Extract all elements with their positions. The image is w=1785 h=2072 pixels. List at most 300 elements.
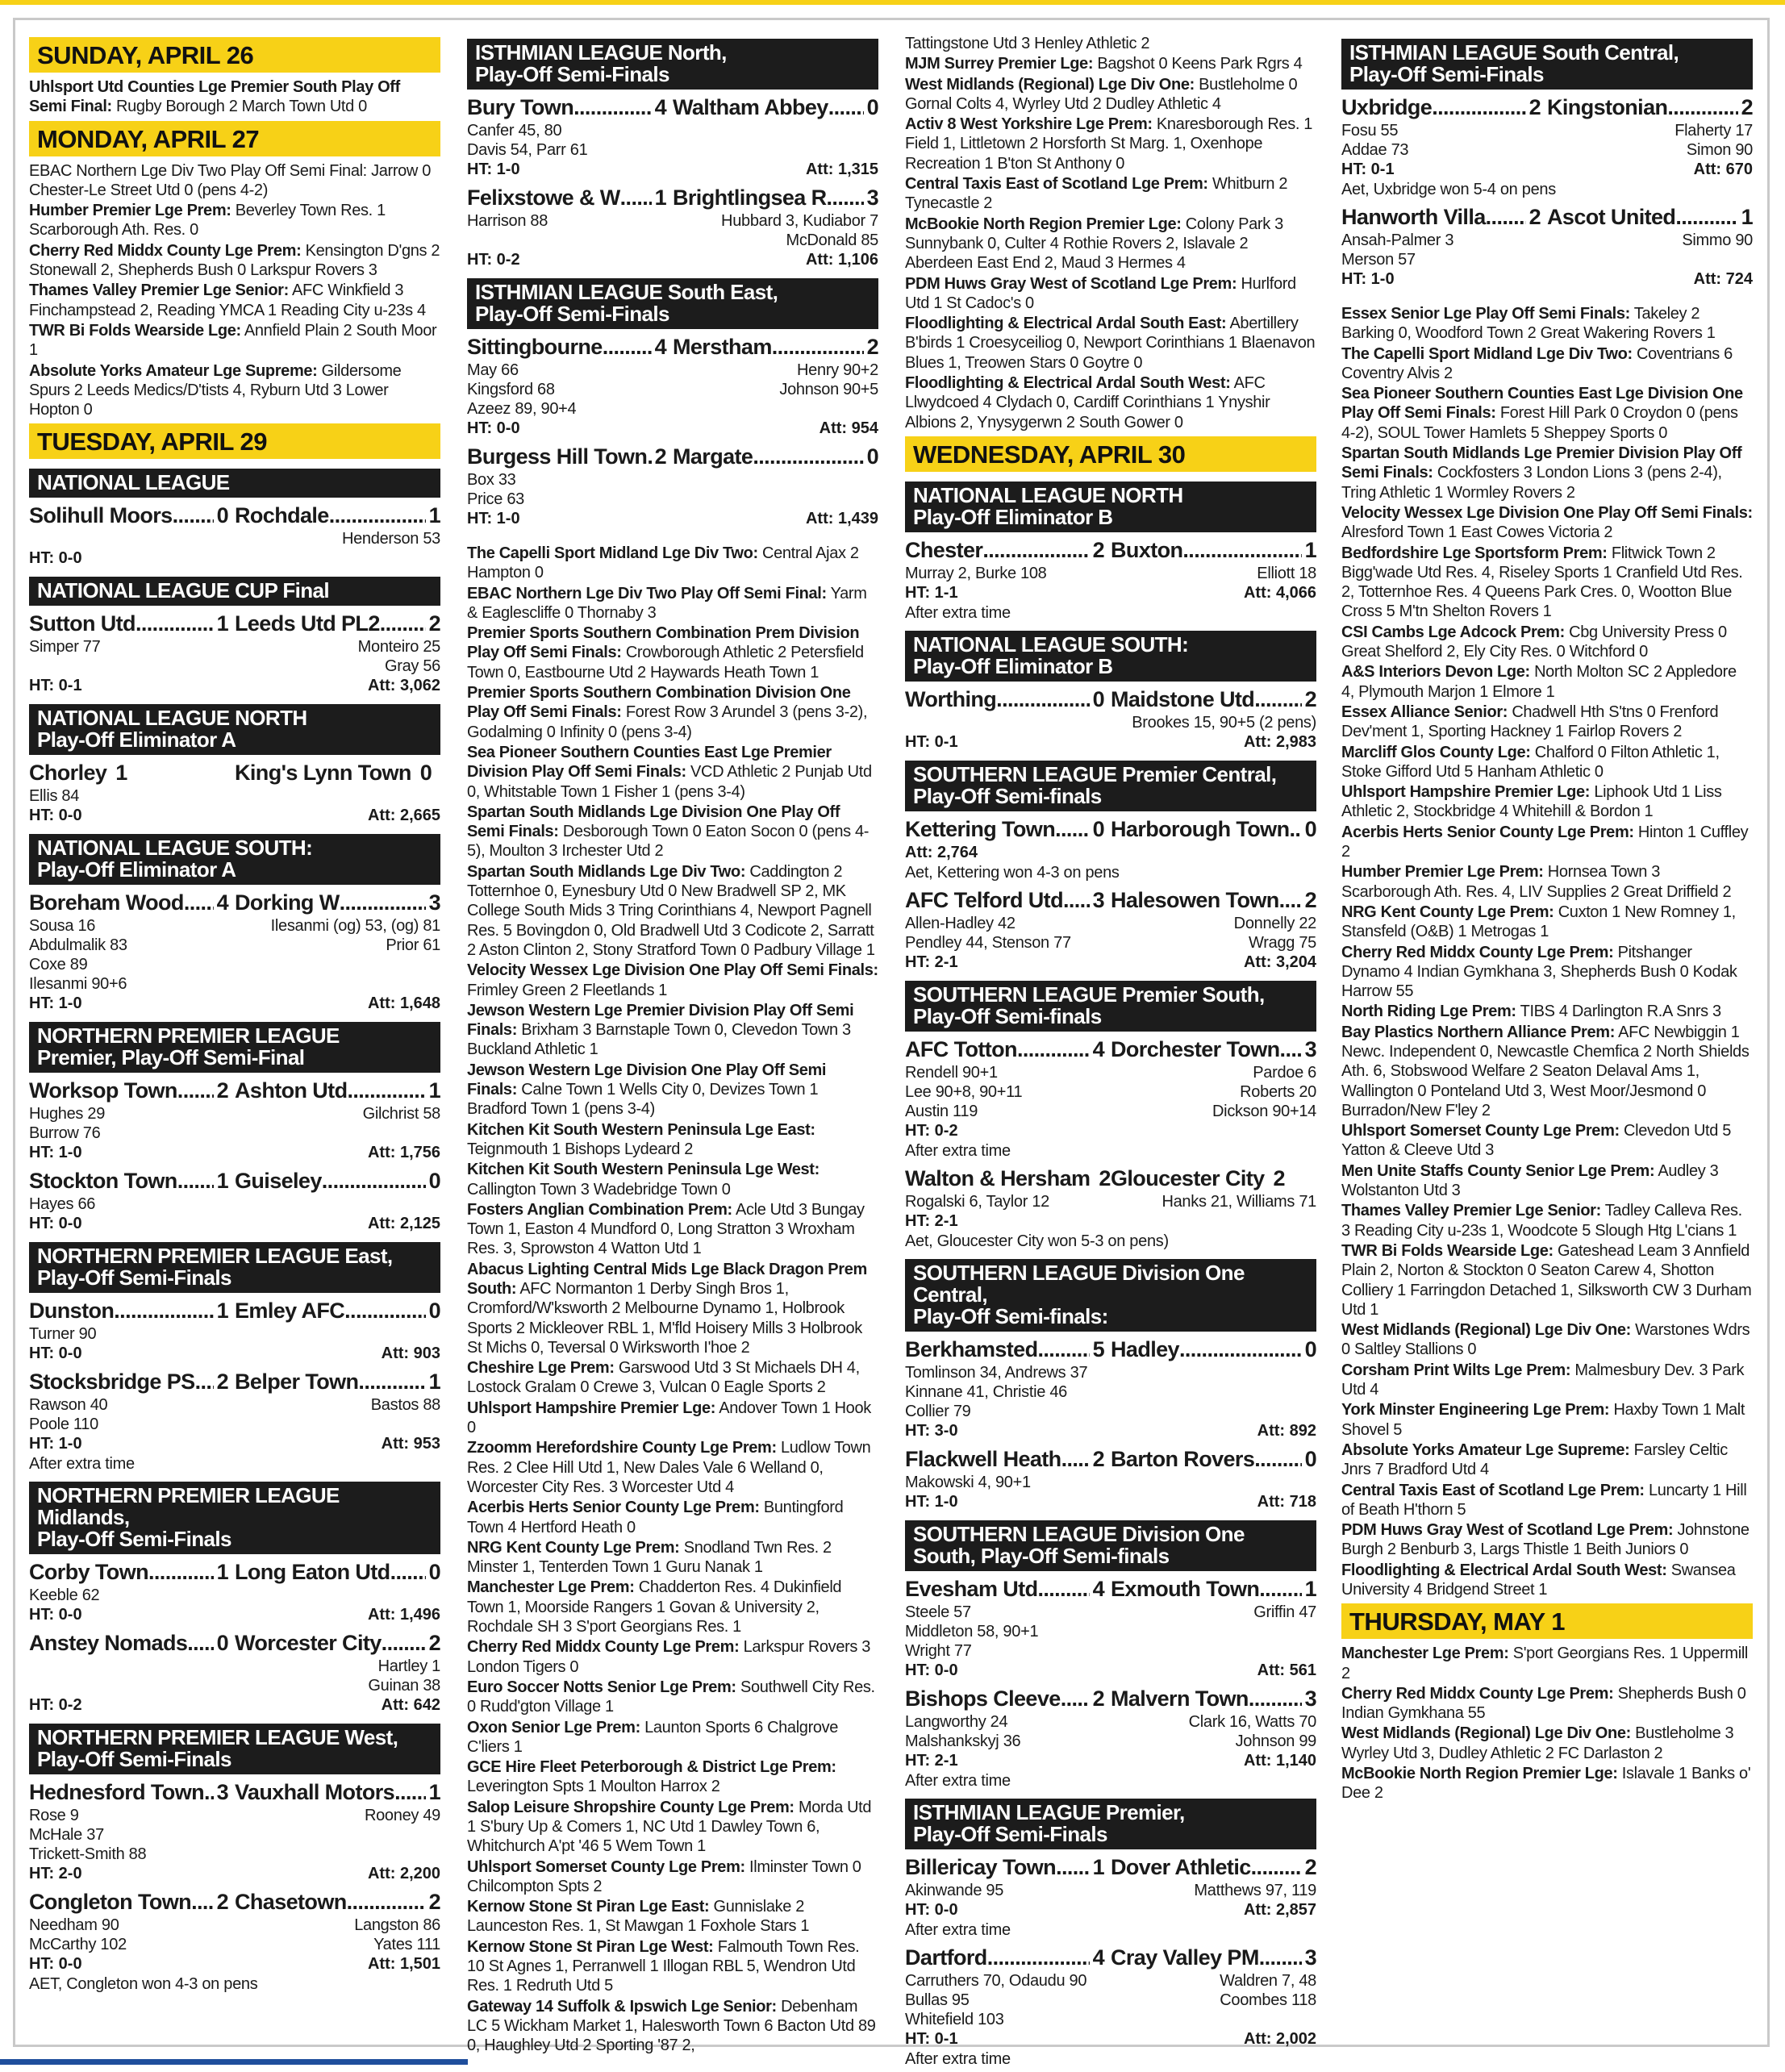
results-paragraph (467, 1061, 878, 1119)
home-team-score: 0 (216, 503, 228, 528)
match-note: After extra time (905, 1920, 1011, 1939)
dot-leader (1675, 204, 1737, 231)
away-team-name: Waltham Abbey (673, 95, 828, 119)
match-stats (29, 1954, 440, 1974)
results-text: Acle Utd 3 Bungay Town 1, Easton 4 Mundford 0, Long Stratton 3 Wroxham Res. 3, Sprowston 4 Watton Utd 1 (467, 1200, 865, 1258)
competition-heading (905, 1259, 1316, 1332)
match-note: After extra time (905, 1141, 1011, 1160)
dot-leader (996, 686, 1089, 713)
dot-leader (1182, 537, 1301, 564)
away-team-side (1547, 94, 1753, 121)
dot-leader (382, 1630, 426, 1657)
scorers-row (467, 490, 878, 509)
scorers-row (467, 121, 878, 140)
scorers-row (905, 1063, 1316, 1082)
home-team-side (905, 686, 1111, 713)
results-text: S'port Georgians Res. 1 Uppermill 2 (1341, 1645, 1749, 1682)
away-scorers: Flaherty 17 (1674, 122, 1753, 140)
results-paragraph (1341, 1002, 1753, 1021)
home-team-side (1341, 94, 1547, 121)
home-team-side (29, 611, 235, 637)
scorers-row (29, 916, 440, 936)
match-result (905, 816, 1316, 882)
results-paragraph (905, 115, 1316, 173)
away-team-side (1111, 686, 1316, 713)
scorers-row (905, 1881, 1316, 1900)
home-team-score: 1 (216, 1299, 228, 1324)
results-paragraph (467, 1498, 878, 1537)
scorers-row (1341, 121, 1753, 140)
home-team-side (29, 1168, 235, 1194)
away-team-side (1111, 1686, 1316, 1712)
match-note: After extra time (905, 2049, 1011, 2068)
away-scorers: Yates 111 (373, 1936, 440, 1954)
away-scorers: Johnson 90+5 (779, 381, 878, 398)
away-team-name: Barton Rovers (1111, 1446, 1255, 1471)
league-name: Essex Alliance Senior: (1341, 702, 1508, 721)
results-text: Calne Town 1 Wells City 0, Devizes Town 1 Bradford Town 1 (pens 3-4) (467, 1081, 819, 1119)
match-result (29, 502, 440, 569)
competition-heading-line: Play-Off Eliminator A (37, 857, 236, 882)
scorers-row (905, 1712, 1316, 1732)
results-paragraph (29, 361, 440, 420)
league-name: Bay Plastics Northern Alliance Prem: (1341, 1023, 1616, 1041)
match-result (467, 334, 878, 439)
league-name: Central Taxis East of Scotland Lge Prem: (905, 175, 1208, 194)
results-paragraph (29, 161, 440, 201)
league-name: MJM Surrey Premier Lge: (905, 55, 1094, 73)
scorers-row (905, 1382, 1316, 1402)
results-paragraph (1341, 1561, 1753, 1600)
results-paragraph (1341, 782, 1753, 822)
scorers-row (29, 936, 440, 955)
results-paragraph (29, 281, 440, 320)
league-name: Jewson Western Lge Division One Play Off Semi Finals: (467, 1061, 827, 1099)
match-result (905, 1336, 1316, 1441)
league-name: Salop Leisure Shropshire County Lge Prem: (467, 1798, 794, 1816)
home-team-name: Stockton Town (29, 1169, 177, 1194)
match-stats (905, 1492, 1316, 1512)
half-time-score: HT: 0-0 (29, 807, 82, 825)
match-result (29, 1630, 440, 1716)
league-name: Acerbis Herts Senior County Lge Prem: (1341, 823, 1634, 841)
scorers-row (29, 1104, 440, 1124)
results-text: Warstones Wdrs 0 Saltley Stallions 0 (1341, 1321, 1750, 1359)
home-scorers: Steele 57 (905, 1603, 971, 1621)
scorers-row (467, 380, 878, 399)
home-team-side (905, 1165, 1111, 1192)
away-team-name: Cray Valley PM (1111, 1945, 1259, 1970)
match-result (29, 1298, 440, 1364)
home-team-name: Burgess Hill Town (467, 444, 648, 469)
match-teams (467, 185, 878, 211)
competition-heading (905, 1799, 1316, 1849)
dot-leader (380, 611, 426, 637)
results-paragraph (467, 961, 878, 1000)
match-stats (905, 1751, 1316, 1771)
away-team-side (1111, 816, 1316, 843)
attendance: Att: 954 (819, 419, 878, 437)
home-scorers: Kinnane 41, Christie 46 (905, 1382, 1068, 1401)
half-time-score: HT: 3-0 (905, 1421, 958, 1440)
match-result (1341, 94, 1753, 199)
results-text: Cockfosters 3 London Lions 3 (pens 2-4), Tring Athletic 1 Wormley Rovers 2 (1341, 464, 1722, 502)
away-team-name: Dorking W (235, 890, 340, 915)
home-team-side (29, 1630, 235, 1657)
scorers-row (905, 1622, 1316, 1641)
dot-leader (187, 1630, 213, 1657)
away-team-score: 3 (428, 890, 440, 915)
results-paragraph (1341, 662, 1753, 702)
home-team-score: 2 (1092, 1686, 1104, 1711)
scorers-row (29, 1806, 440, 1825)
match-teams (905, 1945, 1316, 1971)
match-teams (29, 1369, 440, 1395)
match-teams (467, 334, 878, 361)
results-paragraph (905, 274, 1316, 314)
scorers-row (905, 1082, 1316, 1102)
results-text: Clevedon Utd 5 Yatton & Cleeve Utd 3 (1341, 1122, 1731, 1160)
away-team-score: 2 (428, 1631, 440, 1656)
home-team-side (905, 887, 1111, 914)
home-team-side (29, 890, 235, 916)
home-team-name: Sutton Utd (29, 611, 136, 636)
results-paragraph (467, 683, 878, 742)
scorers-row (467, 231, 878, 250)
league-name: Jewson Western Lge Premier Division Play Off Semi Finals: (467, 1001, 854, 1040)
away-team-score: 3 (1304, 1036, 1316, 1061)
scorers-row (29, 1676, 440, 1695)
away-team-side (235, 1369, 440, 1395)
home-team-name: Hanworth Villa (1341, 205, 1486, 229)
attendance: Att: 2,200 (367, 1865, 440, 1883)
half-time-score: HT: 0-0 (29, 549, 82, 568)
attendance: Att: 1,140 (1243, 1751, 1316, 1770)
home-scorers: Canfer 45, 80 (467, 122, 562, 140)
attendance: Att: 1,439 (805, 510, 878, 527)
scorers-row (905, 2010, 1316, 2029)
home-scorers: Ansah-Palmer 3 (1341, 231, 1454, 249)
match-note: AET, Congleton won 4-3 on pens (29, 1975, 258, 1994)
home-team-score: 2 (654, 444, 666, 469)
results-paragraph (905, 215, 1316, 273)
match-teams (29, 1889, 440, 1916)
league-name: Floodlighting & Electrical Ardal South West: (905, 374, 1231, 393)
away-team-name: King's Lynn Town (235, 761, 411, 786)
away-team-score: 1 (1741, 205, 1753, 229)
results-paragraph (1341, 304, 1753, 344)
results-text: Desborough Town 0 Eaton Socon 0 (pens 4-5), Moulton 3 Irchester Utd 2 (467, 823, 870, 861)
away-team-score: 0 (866, 95, 878, 119)
away-team-name: Hadley (1111, 1336, 1179, 1361)
spacer (106, 760, 112, 786)
home-scorers: Malshankskyj 36 (905, 1732, 1021, 1750)
league-name: Activ 8 West Yorkshire Lge Prem: (905, 115, 1153, 134)
half-time-score: HT: 0-0 (467, 419, 520, 437)
away-team-side (235, 890, 440, 916)
competition-heading-line: NORTHERN PREMIER LEAGUE West, (37, 1725, 398, 1750)
dot-leader (1251, 1854, 1302, 1881)
home-scorers: May 66 (467, 361, 519, 379)
home-team-score: 1 (654, 186, 666, 210)
half-time-score: HT: 2-1 (905, 1751, 958, 1770)
home-team-score: 0 (1092, 816, 1104, 841)
away-scorers: Prior 61 (386, 936, 440, 955)
results-paragraph (1341, 1440, 1753, 1480)
results-paragraph (29, 77, 440, 117)
home-team-score: 1 (216, 611, 228, 636)
home-scorers: Whitefield 103 (905, 2010, 1004, 2028)
results-text: Takeley 2 Barking 0, Woodford Town 2 Great Wakering Rovers 1 (1341, 305, 1716, 343)
scorers-row (29, 1935, 440, 1954)
home-scorers: Ilesanmi 90+6 (29, 975, 127, 994)
dot-leader (828, 94, 864, 121)
results-text: Larkspur Rovers 3 London Tigers 0 (467, 1638, 871, 1676)
away-team-score: 1 (428, 1780, 440, 1805)
match-note: After extra time (905, 1771, 1011, 1790)
match-stats (29, 548, 440, 569)
away-team-score: 0 (866, 444, 878, 469)
competition-heading-line: Play-Off Semi-Finals (37, 1527, 231, 1552)
match-result (905, 537, 1316, 623)
away-team-score: 2 (1304, 887, 1316, 912)
scorers-row (467, 470, 878, 490)
results-text: VCD Athletic 2 Punjab Utd 0, Whitstable Town 1 Fisher 1 (pens 3-4) (467, 763, 872, 801)
half-time-score: HT: 0-0 (905, 1900, 958, 1919)
league-name: West Midlands (Regional) Lge Div One: (905, 75, 1195, 94)
competition-heading (29, 577, 440, 606)
competition-heading-line: SOUTHERN LEAGUE Premier South, (913, 982, 1265, 1007)
competition-heading (905, 631, 1316, 682)
away-team-score: 3 (1304, 1686, 1316, 1711)
match-result (467, 94, 878, 180)
attendance: Att: 1,496 (367, 1606, 440, 1624)
match-teams (29, 890, 440, 916)
half-time-score: HT: 0-0 (29, 1606, 82, 1624)
away-team-side (235, 611, 440, 637)
attendance: Att: 2,002 (1243, 2029, 1316, 2048)
away-team-name: Dorchester Town (1111, 1036, 1280, 1061)
competition-heading-line: Play-Off Semi-Finals (37, 1265, 231, 1290)
competition-heading-line: Play-Off Eliminator B (913, 504, 1113, 529)
half-time-score: Att: 2,764 (905, 843, 978, 861)
dot-leader (1017, 1036, 1090, 1063)
results-text: Malmesbury Dev. 3 Park Utd 4 (1341, 1361, 1745, 1399)
away-team-name: Leeds Utd PL2 (235, 611, 380, 636)
results-paragraph (467, 1857, 878, 1897)
away-scorers: Gilchrist 58 (362, 1105, 440, 1124)
results-paragraph (1341, 1764, 1753, 1803)
results-paragraph (1341, 1023, 1753, 1120)
competition-heading-line: Play-Off Semi-Finals (1349, 62, 1544, 86)
results-paragraph (467, 1678, 878, 1717)
home-scorers: Hayes 66 (29, 1195, 96, 1214)
results-paragraph (467, 862, 878, 960)
results-text: North Molton SC 2 Appledore 4, Plymouth Marjon 1 Elmore 1 (1341, 663, 1737, 701)
away-team-name: Merstham (673, 335, 772, 359)
spacer (1265, 1165, 1270, 1192)
results-text: EBAC Northern Lge Div Two Play Off Semi Final: Jarrow 0 Chester-Le Street Utd 0 (pens 4-2) (29, 161, 431, 199)
league-name: Cherry Red Middx County Lge Prem: (1341, 1684, 1614, 1703)
results-column-4 (1341, 34, 1753, 1804)
home-scorers: Austin 119 (905, 1102, 978, 1120)
half-time-score: HT: 2-1 (905, 1211, 958, 1230)
match-teams (905, 1686, 1316, 1712)
match-teams (1341, 204, 1753, 231)
league-name: Essex Senior Lge Play Off Semi Finals: (1341, 305, 1630, 323)
match-teams (29, 1298, 440, 1324)
home-team-name: Stocksbridge PS (29, 1370, 195, 1395)
away-team-side (1111, 887, 1316, 914)
home-team-name: Berkhamsted (905, 1336, 1038, 1361)
away-team-score: 0 (428, 1560, 440, 1585)
match-teams (29, 1078, 440, 1104)
league-name: TWR Bi Folds Wearside Lge: (1341, 1241, 1554, 1260)
home-team-name: Hednesford Town (29, 1780, 204, 1805)
dot-leader (1259, 1576, 1301, 1603)
home-team-score: 2 (216, 1078, 228, 1103)
results-text: Coventrians 6 Coventry Alvis 2 (1341, 344, 1733, 382)
results-text: Leverington Spts 1 Moulton Harrox 2 (467, 1778, 720, 1796)
home-team-side (905, 537, 1111, 564)
competition-heading (29, 1482, 440, 1554)
home-scorers: Collier 79 (905, 1402, 971, 1420)
match-note: After extra time (905, 603, 1011, 622)
results-text: Hornsea Town 3 Scarborough Ath. Res. 4, LIV Supplies 2 Great Driffield 2 (1341, 863, 1732, 901)
league-name: GCE Hire Fleet Peterborough & District Lge Prem: (467, 1758, 836, 1777)
competition-heading-line: Play-Off Eliminator A (37, 727, 236, 753)
home-team-side (29, 1559, 235, 1586)
away-team-name: Maidstone Utd (1111, 686, 1255, 711)
match-teams (905, 537, 1316, 564)
competition-heading (29, 1724, 440, 1774)
half-time-score: HT: 0-1 (905, 2029, 958, 2048)
away-team-name: Chasetown (235, 1890, 347, 1915)
scorers-row (905, 1732, 1316, 1751)
match-teams (905, 686, 1316, 713)
half-time-score: HT: 1-0 (29, 1144, 82, 1162)
dot-leader (1249, 1686, 1302, 1712)
bottom-accent-bar (0, 2059, 468, 2065)
home-team-name: Dunston (29, 1299, 115, 1324)
half-time-score: HT: 0-0 (29, 1955, 82, 1974)
away-team-score: 2 (866, 335, 878, 359)
match-stats (905, 1121, 1316, 1141)
league-name: EBAC Northern Lge Div Two Play Off Semi Final: (467, 584, 827, 602)
home-team-score: 2 (216, 1370, 228, 1395)
results-paragraph (905, 34, 1316, 53)
day-heading: MONDAY, APRIL 27 (29, 121, 440, 156)
results-paragraph (29, 241, 440, 281)
results-text: Buntingford Town 4 Hertford Heath 0 (467, 1499, 844, 1536)
home-team-name: Bishops Cleeve (905, 1686, 1061, 1711)
match-result (905, 887, 1316, 973)
attendance: Att: 718 (1257, 1492, 1316, 1511)
match-teams (905, 1854, 1316, 1881)
results-text: AFC Winkfield 3 Finchampstead 2, Reading YMCA 1 Reading City u-23s 4 (29, 281, 426, 319)
half-time-score: HT: 0-2 (905, 1121, 958, 1140)
competition-heading (1341, 39, 1753, 90)
league-name: Fosters Anglian Combination Prem: (467, 1200, 732, 1219)
match-teams (905, 816, 1316, 843)
results-paragraph (1341, 1241, 1753, 1319)
match-result (905, 686, 1316, 753)
home-team-name: Flackwell Heath (905, 1446, 1061, 1471)
home-team-side (467, 185, 673, 211)
half-time-score: HT: 0-2 (29, 1696, 82, 1715)
league-name: Velocity Wessex Lge Division One Play Off Semi Finals: (1341, 503, 1753, 522)
home-team-score: 1 (1092, 1854, 1104, 1879)
match-stats (29, 1695, 440, 1716)
away-team-side (235, 1168, 440, 1194)
competition-heading-line: NORTHERN PREMIER LEAGUE Midlands, (37, 1483, 340, 1530)
scorers-row (29, 786, 440, 806)
results-paragraph (905, 314, 1316, 373)
results-text: Hurlford Utd 1 St Cadoc's 0 (905, 274, 1296, 312)
home-team-name: Dartford (905, 1945, 987, 1970)
half-time-score: HT: 2-0 (29, 1865, 82, 1883)
home-team-side (905, 1036, 1111, 1063)
results-text: Islavale 1 Banks o' Dee 2 (1341, 1765, 1751, 1803)
away-scorers: Coombes 118 (1220, 1991, 1316, 2009)
competition-heading-line: NATIONAL LEAGUE (37, 470, 230, 495)
home-scorers: Wright 77 (905, 1641, 972, 1660)
league-name: Velocity Wessex Lge Division One Play Off Semi Finals: (467, 961, 878, 980)
half-time-score: HT: 0-0 (29, 1345, 82, 1363)
league-name: Kernow Stone St Piran Lge West: (467, 1937, 714, 1956)
dot-leader (1061, 1446, 1090, 1473)
home-team-side (467, 444, 673, 470)
home-scorers: Box 33 (467, 471, 516, 489)
home-team-side (467, 334, 673, 361)
home-scorers: Needham 90 (29, 1916, 119, 1935)
results-text: Bustleholme 0 Gornal Colts 4, Wyrley Utd 2 Dudley Athletic 4 (905, 75, 1298, 113)
results-paragraph (467, 1718, 878, 1757)
scorers-row (29, 1415, 440, 1434)
results-paragraph (1341, 1520, 1753, 1560)
match-teams (29, 1630, 440, 1657)
league-name: Manchester Lge Prem: (467, 1578, 635, 1597)
results-text: Kensington D'gns 2 Stonewall 2, Shepherds Bush 0 Larkspur Rovers 3 (29, 241, 440, 280)
league-name: Uhlsport Hampshire Premier Lge: (1341, 783, 1591, 802)
match-stats (29, 1434, 440, 1454)
away-team-side (673, 444, 878, 470)
league-name: Cheshire Lge Prem: (467, 1359, 615, 1378)
league-name: CSI Cambs Lge Adcock Prem: (1341, 623, 1565, 641)
dot-leader (177, 1078, 214, 1104)
league-name: Absolute Yorks Amateur Lge Supreme: (29, 361, 318, 380)
attendance: Att: 4,066 (1243, 583, 1316, 602)
match-result (29, 760, 440, 826)
away-scorers: Bastos 88 (370, 1396, 440, 1415)
home-team-name: Worksop Town (29, 1078, 177, 1103)
results-paragraph (1341, 862, 1753, 902)
results-paragraph (1341, 1320, 1753, 1360)
home-team-name: Congleton Town (29, 1890, 192, 1915)
league-name: Floodlighting & Electrical Ardal South West: (1341, 1561, 1667, 1579)
half-time-score: HT: 1-0 (467, 510, 520, 527)
results-text: Tattingstone Utd 3 Henley Athletic 2 (905, 35, 1150, 52)
results-paragraph (29, 321, 440, 361)
results-paragraph (905, 54, 1316, 73)
league-name: Humber Premier Lge Prem: (29, 202, 231, 220)
results-text: Southwell City Res. 0 Rudd'gton Village 1 (467, 1678, 875, 1716)
results-text: AFC Newbiggin 1 Newc. Independent 0, Newcastle Chemfica 2 North Shields Ath. 6, Stobswood Welfare 2 Seaton Delaval Ams 1, Wallington 0 Ponteland Utd 3, West Moor/Jesmond 0 Burradon/New F'ley 2 (1341, 1023, 1750, 1119)
home-scorers: Price 63 (467, 490, 524, 508)
dot-leader (1037, 1336, 1089, 1363)
away-team-score: 2 (1273, 1165, 1285, 1190)
away-team-name: Halesowen Town (1111, 887, 1279, 912)
